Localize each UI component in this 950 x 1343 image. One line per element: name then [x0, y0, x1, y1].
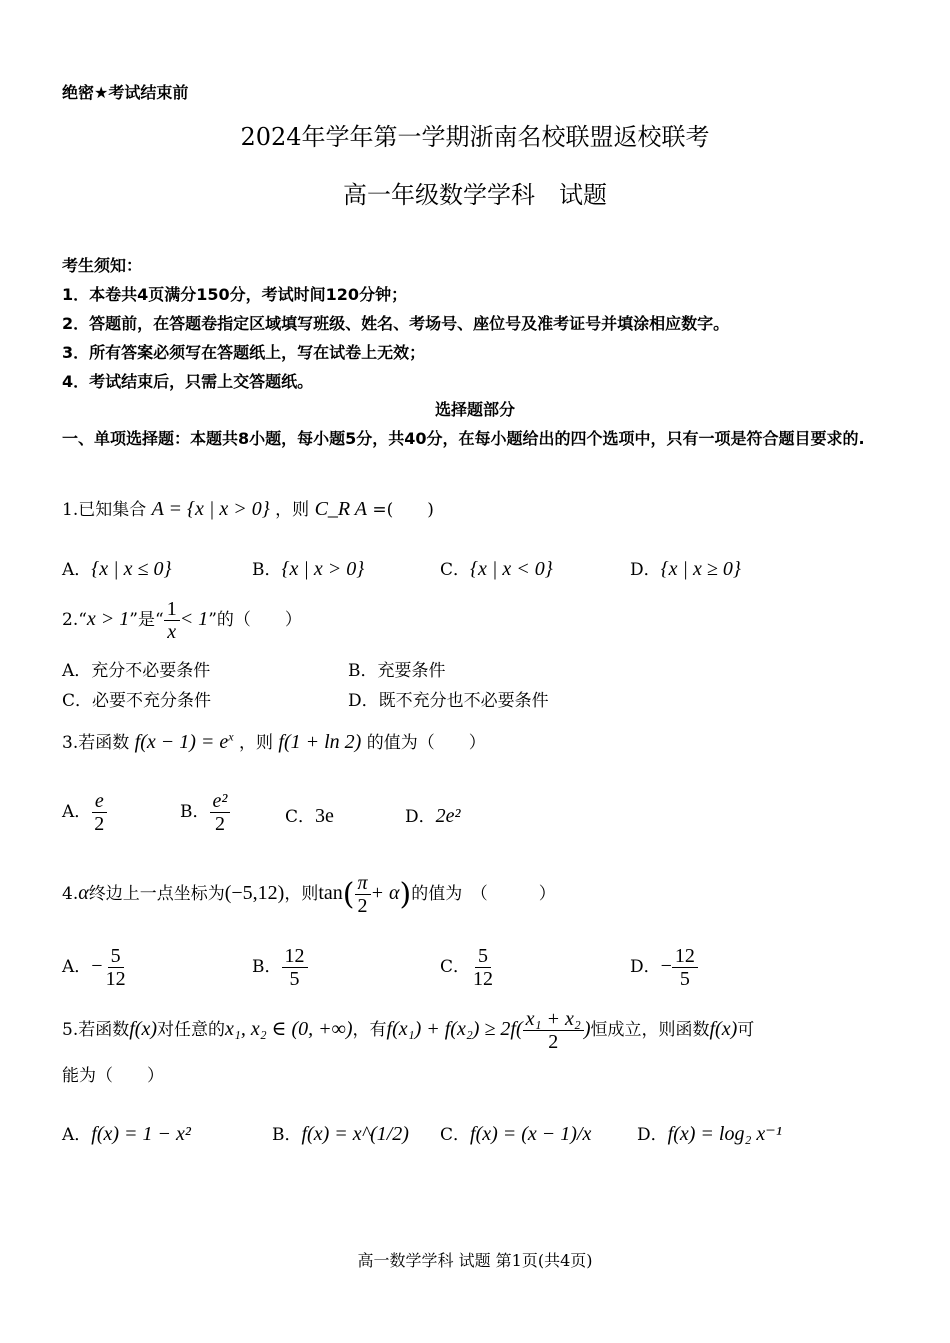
option-value: 既不充分也不必要条件 — [378, 691, 549, 711]
q5-option-d — [637, 1120, 782, 1146]
fraction-numerator: 5 — [475, 945, 491, 968]
option-value: f(x) = log₂ x⁻¹ — [667, 1123, 782, 1145]
q2-option-a — [62, 656, 210, 681]
q3-mid: ，则 — [239, 733, 273, 753]
fraction-numerator: e — [92, 790, 107, 813]
option-label: B． — [348, 661, 378, 681]
option-value: 充要条件 — [377, 661, 446, 681]
option-value: {x | x < 0} — [470, 558, 553, 580]
option-label: C． — [62, 691, 93, 711]
question-4 — [62, 872, 556, 917]
question-2 — [62, 598, 302, 643]
notice-heading: 考生须知： — [62, 256, 143, 275]
q5-suffix: 可 — [737, 1020, 755, 1040]
fraction-denominator: 5 — [289, 968, 300, 990]
q3-exponent: x — [228, 729, 234, 744]
notice-item: 4．考试结束后，只需上交答题纸。 — [62, 372, 314, 391]
q4-plus-alpha: + α — [370, 882, 400, 904]
option-label: D． — [637, 1125, 668, 1145]
q4-mid2: ，则 — [284, 884, 319, 904]
option-value: f(x) = x^(1/2) — [301, 1123, 409, 1145]
option-value: f(x) = 1 − x² — [91, 1123, 191, 1145]
q1-mid: ，则 — [275, 500, 310, 520]
option-value: 必要不充分条件 — [92, 691, 212, 711]
option-label: D． — [630, 957, 661, 977]
option-value: f(x) = (x − 1)/x — [470, 1123, 592, 1145]
q2-option-c — [62, 686, 211, 711]
q1-option-d — [630, 555, 741, 581]
q5-option-a — [62, 1120, 191, 1146]
q5-option-c — [440, 1120, 591, 1146]
option-fraction — [103, 945, 129, 990]
q1-option-b — [252, 555, 364, 581]
q1-option-a — [62, 555, 172, 581]
q2-mid: ”是“ — [129, 610, 164, 630]
q3-suffix: 的值为（ ） — [366, 733, 486, 753]
q5-mid3: 恒成立，则函数 — [590, 1020, 710, 1040]
fraction-numerator: 12 — [282, 945, 308, 968]
option-label: D． — [348, 691, 379, 711]
q1-prefix: 1.已知集合 — [62, 500, 147, 520]
q2-cond2: < 1 — [179, 608, 209, 630]
option-value: 充分不必要条件 — [91, 661, 211, 681]
q4-option-d — [630, 945, 698, 990]
q5-option-b — [272, 1120, 409, 1146]
notice-item: 3．所有答案必须写在答题纸上，写在试卷上无效； — [62, 343, 426, 362]
option-label: A． — [62, 957, 92, 977]
q4-point: (−5,12) — [224, 882, 285, 904]
q1-set: A = {x | x > 0} — [151, 498, 270, 520]
option-value: {x | x ≤ 0} — [91, 558, 172, 580]
question-5 — [62, 1008, 754, 1053]
q1-suffix: =( ) — [372, 500, 434, 520]
option-fraction — [91, 790, 107, 835]
fraction-numerator: e² — [210, 790, 231, 813]
notice-item: 2．答题前，在答题卷指定区域填写班级、姓名、考场号、座位号及准考证号并填涂相应数字。 — [62, 314, 730, 333]
section-title: 选择题部分 — [434, 400, 515, 419]
option-label: A． — [62, 661, 92, 681]
q5-prefix: 5.若函数 — [62, 1020, 130, 1040]
fraction-denominator: 5 — [679, 968, 690, 990]
fraction-denominator: 12 — [105, 968, 126, 990]
notice-item: 1．本卷共4页满分150分，考试时间120分钟； — [62, 285, 408, 304]
q5-func: f(x) — [129, 1018, 157, 1040]
option-label: C． — [440, 957, 471, 977]
option-value: {x | x ≥ 0} — [660, 558, 741, 580]
option-fraction — [470, 945, 496, 990]
option-label: A． — [62, 1125, 92, 1145]
q5-ineq: f(x₁) + f(x₂) ≥ 2f( — [386, 1018, 523, 1040]
q5-func2: f(x) — [709, 1018, 738, 1040]
q4-mid: 终边上一点坐标为 — [88, 884, 225, 904]
option-label: C． — [440, 1125, 471, 1145]
secret-label: 绝密★考试结束前 — [62, 83, 189, 102]
left-paren: ( — [342, 877, 355, 912]
fraction-denominator: x — [167, 621, 177, 643]
option-label: D． — [630, 560, 661, 580]
q5-vars: x₁, x₂ ∈ (0, +∞) — [225, 1018, 353, 1040]
q5-close: ) — [583, 1018, 591, 1040]
option-label: A． — [62, 560, 92, 580]
option-value: 3e — [315, 805, 334, 827]
q3-func-base: f(x − 1) = e — [134, 731, 229, 753]
fraction-numerator: x₁ + x₂ — [523, 1008, 584, 1031]
q2-suffix: ”的（ ） — [208, 610, 302, 630]
q4-option-b — [252, 945, 308, 990]
option-label: B． — [252, 957, 282, 977]
q3-option-b — [180, 790, 230, 835]
q5-mid2: ，有 — [352, 1020, 387, 1040]
fraction-numerator: 12 — [672, 945, 698, 968]
q2-option-b — [348, 656, 446, 681]
q2-prefix: 2.“ — [62, 610, 87, 630]
fraction-denominator: 2 — [357, 895, 368, 917]
option-value: {x | x > 0} — [281, 558, 365, 580]
fraction-denominator: 2 — [214, 813, 225, 835]
option-fraction — [672, 945, 698, 990]
exam-subtitle: 高一年级数学学科 试题 — [343, 181, 607, 209]
q4-option-c — [440, 945, 496, 990]
q2-fraction — [164, 598, 180, 643]
option-label: B． — [252, 560, 282, 580]
q3-func — [135, 731, 234, 753]
option-sign: − — [660, 955, 672, 977]
question-3 — [62, 728, 486, 754]
option-label: D． — [405, 807, 436, 827]
fraction-denominator: 2 — [548, 1031, 559, 1053]
q3-option-c — [285, 802, 334, 828]
option-label: C． — [285, 807, 316, 827]
q4-alpha: α — [78, 882, 89, 904]
q2-cond1: x > 1 — [86, 608, 130, 630]
section-description: 一、单项选择题：本题共8小题，每小题5分，共40分，在每小题给出的四个选项中，只有一项是符合题目要求的. — [62, 429, 865, 448]
q4-tan: tan — [318, 882, 343, 904]
q4-option-a — [62, 945, 129, 990]
option-label: A． — [62, 802, 92, 822]
q5-mid: 对任意的 — [157, 1020, 225, 1040]
exam-title: 2024年学年第一学期浙南名校联盟返校联考 — [240, 123, 710, 151]
q5-line2: 能为（ ） — [62, 1066, 164, 1086]
right-paren: ) — [399, 877, 412, 912]
q5-fraction — [523, 1008, 584, 1053]
option-fraction — [282, 945, 308, 990]
option-label: B． — [272, 1125, 302, 1145]
option-fraction — [210, 790, 231, 835]
fraction-numerator: 1 — [164, 598, 180, 621]
page-footer: 高一数学学科 试题 第1页(共4页) — [357, 1251, 593, 1270]
option-value: 2e² — [435, 805, 461, 827]
q1-expr: C_R A — [314, 498, 367, 520]
question-1 — [62, 495, 434, 521]
q1-option-c — [440, 555, 553, 581]
q3-option-a — [62, 790, 107, 835]
fraction-numerator: π — [355, 872, 371, 895]
q2-option-d — [348, 686, 549, 711]
q3-option-d — [405, 802, 461, 828]
option-label: B． — [180, 802, 210, 822]
fraction-numerator: 5 — [108, 945, 124, 968]
q4-prefix: 4. — [62, 884, 79, 904]
q4-fraction — [355, 872, 371, 917]
q4-suffix: 的值为 （ ） — [411, 884, 556, 904]
option-label: C． — [440, 560, 471, 580]
q3-prefix: 3.若函数 — [62, 733, 130, 753]
fraction-denominator: 2 — [94, 813, 105, 835]
fraction-denominator: 12 — [473, 968, 494, 990]
q3-expr: f(1 + ln 2) — [278, 731, 362, 753]
option-sign: − — [91, 955, 103, 977]
